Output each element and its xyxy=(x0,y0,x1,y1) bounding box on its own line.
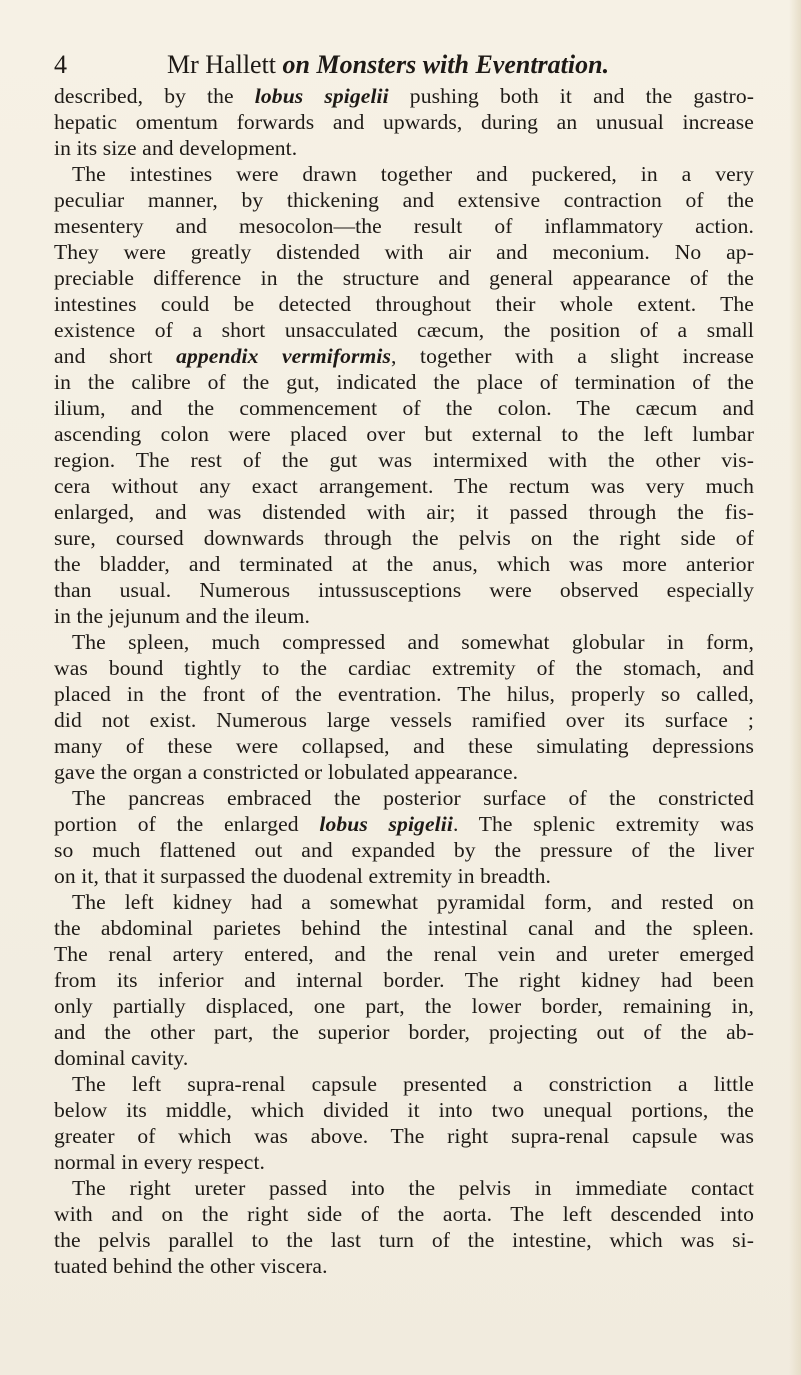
text-line: mesentery and mesocolon—the result of inflammatory action. xyxy=(54,214,754,238)
text-line: portion of the enlarged lobus spigelii. The splenic extremity was xyxy=(54,812,754,836)
text-line: The left kidney had a somewhat pyramidal form, and rested on xyxy=(72,890,754,914)
text-line: many of these were collapsed, and these simulating depressions xyxy=(54,734,754,758)
text-line: did not exist. Numerous large vessels ramified over its surface ; xyxy=(54,708,754,732)
running-title xyxy=(167,45,609,85)
text-line: tuated behind the other viscera. xyxy=(54,1254,328,1278)
text-line: described, by the lobus spigelii pushing both it and the gastro- xyxy=(54,84,754,108)
text-line: sure, coursed downwards through the pelvis on the right side of xyxy=(54,526,754,550)
text-line: peculiar manner, by thickening and extensive contraction of the xyxy=(54,188,754,212)
text-line: normal in every respect. xyxy=(54,1150,266,1174)
text-line: greater of which was above. The right supra-renal capsule was xyxy=(54,1124,754,1148)
text-line: The spleen, much compressed and somewhat globular in form, xyxy=(72,630,754,654)
text-line: only partially displaced, one part, the lower border, remaining in, xyxy=(54,994,754,1018)
text-line: existence of a short unsacculated cæcum, the position of a small xyxy=(54,318,754,342)
text-line: The renal artery entered, and the renal vein and ureter emerged xyxy=(54,942,754,966)
text-line: so much flattened out and expanded by the pressure of the liver xyxy=(54,838,754,862)
text-line: cera without any exact arrangement. The rectum was very much xyxy=(54,474,754,498)
text-line: and short appendix vermiformis, together with a slight increase xyxy=(54,344,754,368)
text-line: with and on the right side of the aorta. The left descended into xyxy=(54,1202,754,1226)
text-line: on it, that it surpassed the duodenal extremity in breadth. xyxy=(54,864,552,888)
text-line: and the other part, the superior border, projecting out of the ab- xyxy=(54,1020,754,1044)
text-line: than usual. Numerous intussusceptions were observed especially xyxy=(54,578,754,602)
page-number: 4 xyxy=(54,50,67,79)
text-line: was bound tightly to the cardiac extremity of the stomach, and xyxy=(54,656,754,680)
article-title: Monsters with Eventration. xyxy=(316,50,610,79)
text-line: in the jejunum and the ileum. xyxy=(54,604,310,628)
text-line: the pelvis parallel to the last turn of the intestine, which was si- xyxy=(54,1228,754,1252)
text-line: in its size and development. xyxy=(54,136,298,160)
text-line: in the calibre of the gut, indicated the place of termination of the xyxy=(54,370,754,394)
text-line: gave the organ a constricted or lobulated appearance. xyxy=(54,760,519,784)
text-line: ilium, and the commencement of the colon. The cæcum and xyxy=(54,396,754,420)
text-line: enlarged, and was distended with air; it passed through the fis- xyxy=(54,500,754,524)
text-line: The pancreas embraced the posterior surface of the constricted xyxy=(72,786,754,810)
text-line: They were greatly distended with air and meconium. No ap- xyxy=(54,240,754,264)
text-line: dominal cavity. xyxy=(54,1046,189,1070)
text-line: the abdominal parietes behind the intestinal canal and the spleen. xyxy=(54,916,754,940)
text-line: The intestines were drawn together and puckered, in a very xyxy=(72,162,754,186)
text-line: from its inferior and internal border. The right kidney had been xyxy=(54,968,754,992)
title-on: on xyxy=(282,50,310,79)
page-edge-shadow xyxy=(789,0,801,1375)
text-line: intestines could be detected throughout their whole extent. The xyxy=(54,292,754,316)
text-line: ascending colon were placed over but external to the left lumbar xyxy=(54,422,754,446)
text-line: the bladder, and terminated at the anus, which was more anterior xyxy=(54,552,754,576)
body-text xyxy=(54,83,754,1279)
text-line: preciable difference in the structure and general appearance of the xyxy=(54,266,754,290)
author-name: Mr Hallett xyxy=(167,50,277,79)
running-header xyxy=(54,45,704,85)
text-line: region. The rest of the gut was intermixed with the other vis- xyxy=(54,448,754,472)
text-line: hepatic omentum forwards and upwards, during an unusual increase xyxy=(54,110,754,134)
text-line: The left supra-renal capsule presented a constriction a little xyxy=(72,1072,754,1096)
text-line: placed in the front of the eventration. The hilus, properly so called, xyxy=(54,682,754,706)
text-line: below its middle, which divided it into two unequal portions, the xyxy=(54,1098,754,1122)
text-line: The right ureter passed into the pelvis in immediate contact xyxy=(72,1176,754,1200)
